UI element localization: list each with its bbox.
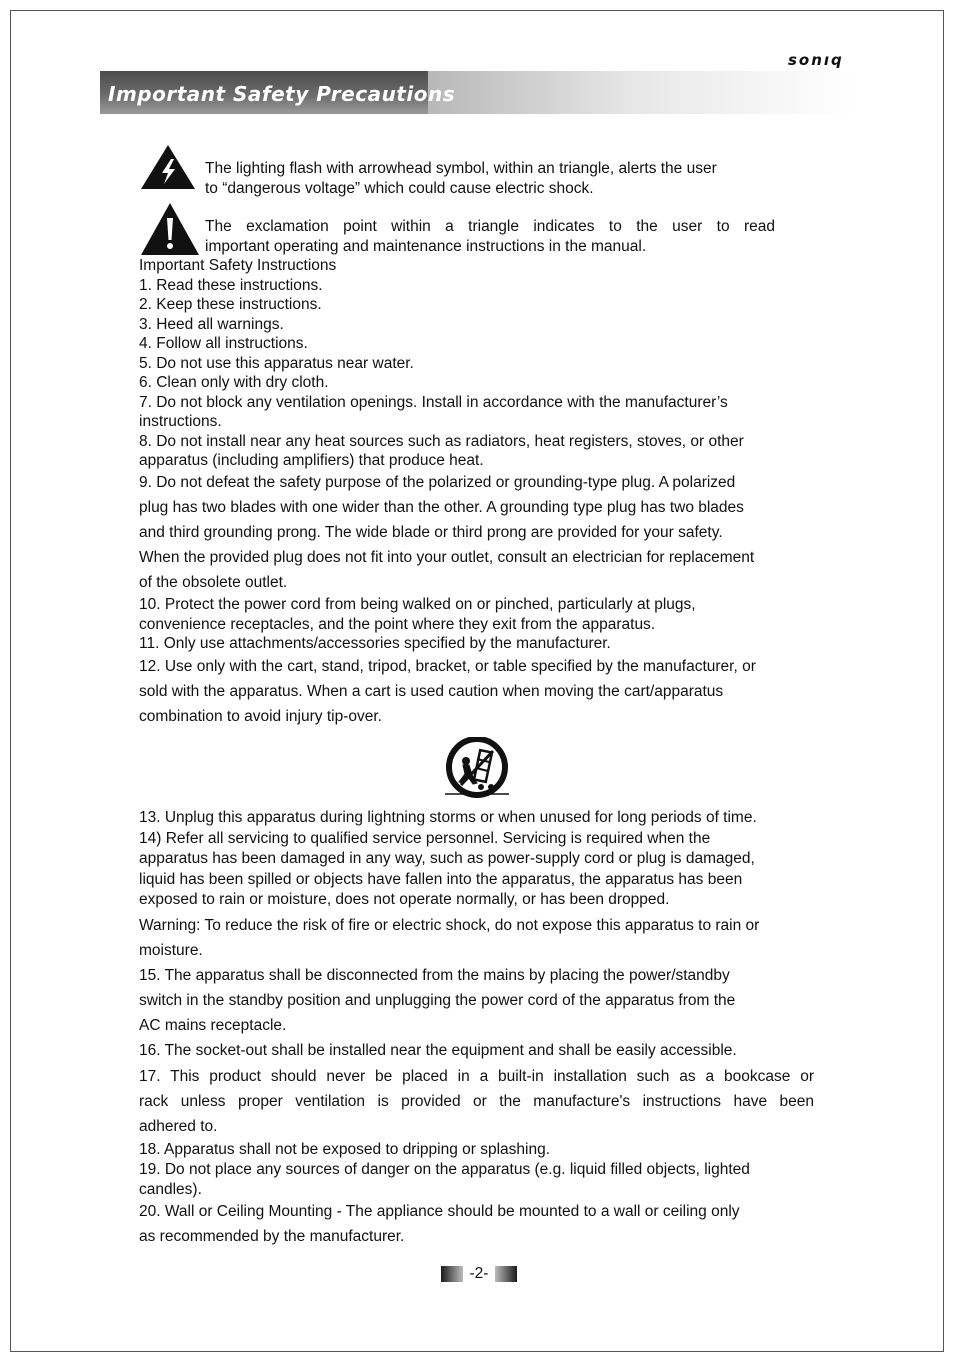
item-12 xyxy=(139,654,814,729)
text-line: as recommended by the manufacturer. xyxy=(139,1228,405,1245)
lightning-warning-icon xyxy=(140,144,196,190)
text-line: liquid has been spilled or objects have fallen into the apparatus, the apparatus has been xyxy=(139,870,743,888)
brand-logo: sonıq xyxy=(788,51,844,69)
items-18-19 xyxy=(139,1140,814,1200)
page-number-bar-left xyxy=(441,1266,463,1282)
text-line: The exclamation point within a triangle indicates to the user to read xyxy=(205,218,775,235)
text-line: 20. Wall or Ceiling Mounting - The appliance should be mounted to a wall or ceiling only xyxy=(139,1203,740,1220)
text-line: 19. Do not place any sources of danger on the apparatus (e.g. liquid filled objects, lighted xyxy=(139,1161,750,1178)
text-line: candles). xyxy=(139,1181,202,1198)
cart-tipover-warning-icon xyxy=(443,737,511,799)
text-line: 14) Refer all servicing to qualified service personnel. Servicing is required when the xyxy=(139,829,711,847)
text-line: 10. Protect the power cord from being walked on or pinched, particularly at plugs, xyxy=(139,596,696,613)
page-number-bar-right xyxy=(495,1266,517,1282)
text-line: 18. Apparatus shall not be exposed to dripping or splashing. xyxy=(139,1141,551,1158)
list-item: 1. Read these instructions. xyxy=(139,276,323,294)
text-line: sold with the apparatus. When a cart is used caution when moving the cart/apparatus xyxy=(139,683,724,700)
page-number xyxy=(441,1265,517,1283)
instructions-heading: Important Safety Instructions xyxy=(139,257,337,274)
text-line: 13. Unplug this apparatus during lightning storms or when unused for long periods of time. xyxy=(139,809,757,826)
text-line: 12. Use only with the cart, stand, tripod, bracket, or table specified by the manufacturer, or xyxy=(139,658,756,675)
list-item: 7. Do not block any ventilation openings. Install in accordance with the manufacturer’s xyxy=(139,393,728,411)
item-20 xyxy=(139,1199,814,1249)
text-line: AC mains receptacle. xyxy=(139,1017,287,1035)
text-line: 15. The apparatus shall be disconnected from the mains by placing the power/standby xyxy=(139,967,730,985)
warning-text: Warning: To reduce the risk of fire or electric shock, do not expose this apparatus to rain or xyxy=(139,917,760,934)
list-item: 2. Keep these instructions. xyxy=(139,296,322,313)
text-line: 16. The socket-out shall be installed near the equipment and shall be easily accessible. xyxy=(139,1042,737,1060)
text-line: convenience receptacles, and the point where they exit from the apparatus. xyxy=(139,615,656,633)
page-number-text: -2- xyxy=(469,1265,489,1282)
text-line: rack unless proper ventilation is provided or the manufacture's instructions have been xyxy=(139,1092,814,1110)
text-line: adhered to. xyxy=(139,1117,218,1135)
exclamation-symbol-text xyxy=(205,217,775,256)
item-9 xyxy=(139,470,814,595)
text-line: 9. Do not defeat the safety purpose of the polarized or grounding-type plug. A polarized xyxy=(139,474,736,491)
list-item: 4. Follow all instructions. xyxy=(139,335,308,352)
text-line: switch in the standby position and unplugging the power cord of the apparatus from the xyxy=(139,992,736,1010)
list-item: apparatus (including amplifiers) that produce heat. xyxy=(139,452,484,469)
lightning-symbol-text xyxy=(205,159,775,198)
list-item: instructions. xyxy=(139,413,222,430)
text-line: plug has two blades with one wider than the other. A grounding type plug has two blades xyxy=(139,499,744,516)
list-item: 8. Do not install near any heat sources such as radiators, heat registers, stoves, or other xyxy=(139,432,744,450)
section-title-box xyxy=(100,71,456,114)
items-13-14 xyxy=(139,808,814,911)
text-line: exposed to rain or moisture, does not operate normally, or has been dropped. xyxy=(139,891,670,908)
text-line: When the provided plug does not fit into your outlet, consult an electrician for replacement xyxy=(139,549,755,566)
safety-instructions-list xyxy=(139,256,814,471)
items-10-11 xyxy=(139,595,814,654)
warning-items-15-17 xyxy=(139,913,814,1139)
text-line: of the obsolete outlet. xyxy=(139,574,288,591)
list-item: 6. Clean only with dry cloth. xyxy=(139,374,329,391)
list-item: 5. Do not use this apparatus near water. xyxy=(139,354,414,372)
section-title: Important Safety Precautions xyxy=(108,82,456,106)
text-line: 11. Only use attachments/accessories specified by the manufacturer. xyxy=(139,635,611,652)
text-line: moisture. xyxy=(139,942,203,960)
text-line: to “dangerous voltage” which could cause electric shock. xyxy=(205,179,594,197)
section-header-bar xyxy=(100,71,854,114)
exclamation-warning-icon xyxy=(140,202,200,256)
text-line: 17. This product should never be placed in a built-in installation such as a bookcase or xyxy=(139,1067,814,1085)
list-item: 3. Heed all warnings. xyxy=(139,315,284,333)
text-line: combination to avoid injury tip-over. xyxy=(139,708,382,725)
text-line: important operating and maintenance instructions in the manual. xyxy=(205,237,647,255)
text-line: and third grounding prong. The wide blade or third prong are provided for your safety. xyxy=(139,524,723,541)
text-line: apparatus has been damaged in any way, such as power-supply cord or plug is damaged, xyxy=(139,850,755,867)
text-line: The lighting flash with arrowhead symbol, within an triangle, alerts the user xyxy=(205,160,717,177)
